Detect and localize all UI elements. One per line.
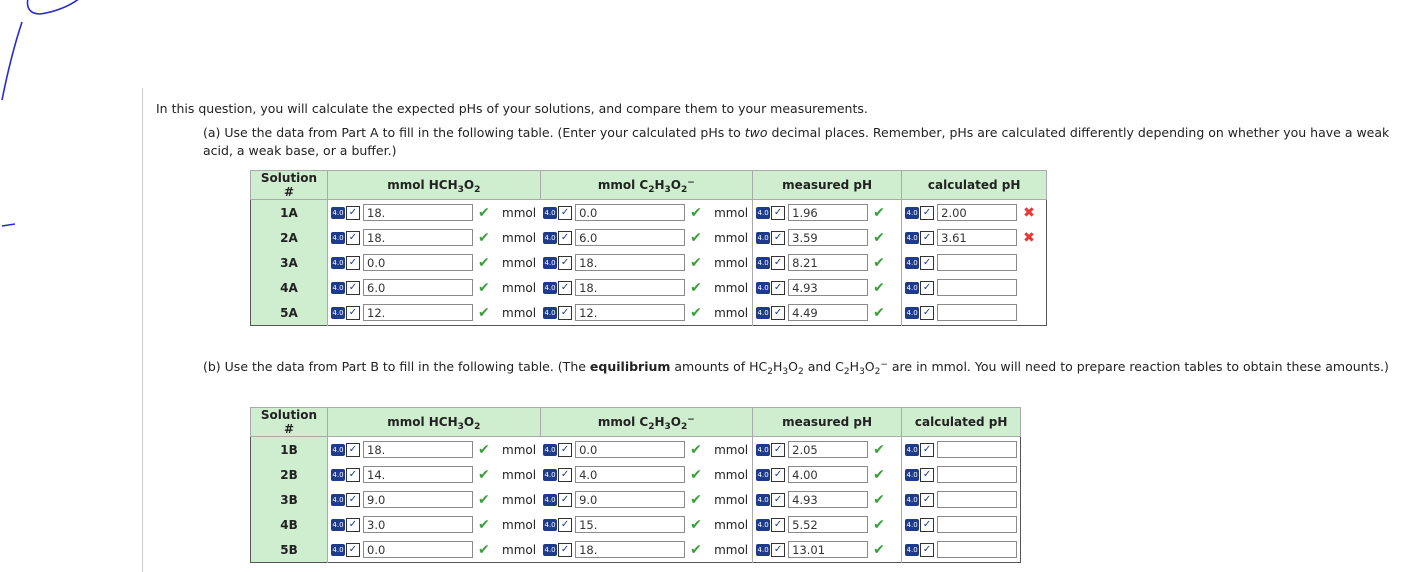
checkbox-icon: ✓ xyxy=(346,443,360,457)
checkbox-icon: ✓ xyxy=(920,443,934,457)
acid-mmol-input[interactable]: 18. xyxy=(363,204,473,221)
checkbox-icon: ✓ xyxy=(346,231,360,245)
correct-icon: ✔ xyxy=(873,516,885,533)
correct-icon: ✔ xyxy=(873,304,885,321)
version-badge-icon: 4.0 xyxy=(906,520,918,529)
correct-icon: ✔ xyxy=(478,466,490,483)
version-badge-icon: 4.0 xyxy=(906,208,918,217)
correct-icon: ✔ xyxy=(873,541,885,558)
table-row xyxy=(251,437,1021,463)
calculated-ph-input[interactable] xyxy=(937,491,1017,508)
checkbox-icon: ✓ xyxy=(771,256,785,270)
checkbox-icon: ✓ xyxy=(771,543,785,557)
correct-icon: ✔ xyxy=(478,254,490,271)
checkbox-icon: ✓ xyxy=(920,256,934,270)
unit-label: mmol xyxy=(714,492,749,507)
version-badge-icon: 4.0 xyxy=(757,258,769,267)
content-divider xyxy=(142,88,143,572)
version-badge-icon: 4.0 xyxy=(544,545,556,554)
checkbox-icon: ✓ xyxy=(920,281,934,295)
version-badge-icon: 4.0 xyxy=(757,308,769,317)
base-mmol-input[interactable]: 0.0 xyxy=(575,441,685,458)
version-badge-icon: 4.0 xyxy=(906,308,918,317)
correct-icon: ✔ xyxy=(873,254,885,271)
version-badge-icon: 4.0 xyxy=(332,470,344,479)
version-badge-icon: 4.0 xyxy=(906,283,918,292)
calculated-ph-input[interactable]: 2.00 xyxy=(937,204,1017,221)
header-measured: measured pH xyxy=(753,408,902,437)
version-badge-icon: 4.0 xyxy=(332,258,344,267)
calculated-ph-input[interactable]: 3.61 xyxy=(937,229,1017,246)
table-row xyxy=(251,300,1047,326)
correct-icon: ✔ xyxy=(478,516,490,533)
correct-icon: ✔ xyxy=(690,279,702,296)
table-row xyxy=(251,225,1047,250)
correct-icon: ✔ xyxy=(873,441,885,458)
calculated-ph-input[interactable] xyxy=(937,541,1017,558)
checkbox-icon: ✓ xyxy=(346,518,360,532)
checkbox-icon: ✓ xyxy=(558,493,572,507)
unit-label: mmol xyxy=(714,542,749,557)
correct-icon: ✔ xyxy=(873,491,885,508)
checkbox-icon: ✓ xyxy=(771,281,785,295)
header-calculated: calculated pH xyxy=(902,171,1047,200)
calculated-ph-input[interactable] xyxy=(937,441,1017,458)
correct-icon: ✔ xyxy=(873,229,885,246)
correct-icon: ✔ xyxy=(478,204,490,221)
measured-ph-input[interactable]: 4.49 xyxy=(788,304,868,321)
acid-mmol-input[interactable]: 0.0 xyxy=(363,541,473,558)
acid-mmol-input[interactable]: 18. xyxy=(363,441,473,458)
incorrect-icon: ✖ xyxy=(1023,229,1035,246)
version-badge-icon: 4.0 xyxy=(906,495,918,504)
version-badge-icon: 4.0 xyxy=(757,233,769,242)
measured-ph-input[interactable]: 4.93 xyxy=(788,491,868,508)
incorrect-icon: ✖ xyxy=(1023,204,1035,221)
acid-mmol-input[interactable]: 12. xyxy=(363,304,473,321)
version-badge-icon: 4.0 xyxy=(544,233,556,242)
version-badge-icon: 4.0 xyxy=(544,520,556,529)
acid-mmol-input[interactable]: 9.0 xyxy=(363,491,473,508)
correct-icon: ✔ xyxy=(690,466,702,483)
part-a-table xyxy=(250,170,1047,326)
part-b-table xyxy=(250,407,1021,563)
version-badge-icon: 4.0 xyxy=(544,445,556,454)
checkbox-icon: ✓ xyxy=(558,518,572,532)
acid-mmol-input[interactable]: 3.0 xyxy=(363,516,473,533)
checkbox-icon: ✓ xyxy=(920,231,934,245)
checkbox-icon: ✓ xyxy=(920,543,934,557)
unit-label: mmol xyxy=(714,205,749,220)
intro-text: In this question, you will calculate the expected pHs of your solutions, and compare them to your measurements. xyxy=(156,101,868,116)
calculated-ph-input[interactable] xyxy=(937,304,1017,321)
base-mmol-input[interactable]: 4.0 xyxy=(575,466,685,483)
solution-label: 3A xyxy=(251,250,328,275)
acid-mmol-input[interactable]: 0.0 xyxy=(363,254,473,271)
correct-icon: ✔ xyxy=(478,491,490,508)
header-acid: mmol $HCH_3O_2$ xyxy=(328,171,541,200)
correct-icon: ✔ xyxy=(478,304,490,321)
correct-icon: ✔ xyxy=(873,466,885,483)
version-badge-icon: 4.0 xyxy=(332,233,344,242)
checkbox-icon: ✓ xyxy=(920,518,934,532)
version-badge-icon: 4.0 xyxy=(332,445,344,454)
version-badge-icon: 4.0 xyxy=(544,495,556,504)
measured-ph-input[interactable]: 8.21 xyxy=(788,254,868,271)
unit-label: mmol xyxy=(714,230,749,245)
correct-icon: ✔ xyxy=(478,229,490,246)
checkbox-icon: ✓ xyxy=(771,306,785,320)
correct-icon: ✔ xyxy=(690,204,702,221)
base-mmol-input[interactable]: 18. xyxy=(575,279,685,296)
measured-ph-input[interactable]: 4.00 xyxy=(788,466,868,483)
version-badge-icon: 4.0 xyxy=(332,208,344,217)
acid-mmol-input[interactable]: 6.0 xyxy=(363,279,473,296)
measured-ph-input[interactable]: 3.59 xyxy=(788,229,868,246)
checkbox-icon: ✓ xyxy=(558,206,572,220)
handwritten-pen-marks xyxy=(0,0,140,260)
emphasis-equilibrium: equilibrium xyxy=(589,359,671,374)
solution-label: 4B xyxy=(251,512,328,537)
version-badge-icon: 4.0 xyxy=(544,283,556,292)
unit-label: mmol xyxy=(714,467,749,482)
unit-label: mmol xyxy=(714,255,749,270)
unit-label: mmol xyxy=(714,280,749,295)
correct-icon: ✔ xyxy=(690,516,702,533)
correct-icon: ✔ xyxy=(478,279,490,296)
correct-icon: ✔ xyxy=(690,441,702,458)
version-badge-icon: 4.0 xyxy=(757,445,769,454)
unit-label: mmol xyxy=(502,467,537,482)
version-badge-icon: 4.0 xyxy=(757,545,769,554)
checkbox-icon: ✓ xyxy=(920,206,934,220)
acid-mmol-input[interactable]: 14. xyxy=(363,466,473,483)
checkbox-icon: ✓ xyxy=(558,543,572,557)
header-solution: Solution # xyxy=(251,408,328,437)
base-mmol-input[interactable]: 15. xyxy=(575,516,685,533)
unit-label: mmol xyxy=(502,442,537,457)
solution-label: 2B xyxy=(251,462,328,487)
calculated-ph-input[interactable] xyxy=(937,516,1017,533)
checkbox-icon: ✓ xyxy=(346,306,360,320)
unit-label: mmol xyxy=(714,517,749,532)
base-mmol-input[interactable]: 18. xyxy=(575,254,685,271)
unit-label: mmol xyxy=(502,205,537,220)
solution-label: 1A xyxy=(251,200,328,226)
measured-ph-input[interactable]: 2.05 xyxy=(788,441,868,458)
table-row xyxy=(251,462,1021,487)
checkbox-icon: ✓ xyxy=(771,518,785,532)
table-row xyxy=(251,250,1047,275)
emphasis-two: two xyxy=(744,125,768,140)
measured-ph-input[interactable]: 13.01 xyxy=(788,541,868,558)
calculated-ph-input[interactable] xyxy=(937,254,1017,271)
version-badge-icon: 4.0 xyxy=(544,208,556,217)
measured-ph-input[interactable]: 4.93 xyxy=(788,279,868,296)
table-row xyxy=(251,275,1047,300)
part-a-instructions: (a) Use the data from Part A to fill in the following table. (Enter your calculated pHs to two decimal places. Remember, pHs are calculated differently depending on whether you have a weak acid, a weak base, or a buffer.) xyxy=(203,125,1390,158)
checkbox-icon: ✓ xyxy=(558,443,572,457)
checkbox-icon: ✓ xyxy=(920,306,934,320)
unit-label: mmol xyxy=(502,542,537,557)
table-row xyxy=(251,512,1021,537)
measured-ph-input[interactable]: 5.52 xyxy=(788,516,868,533)
checkbox-icon: ✓ xyxy=(346,281,360,295)
checkbox-icon: ✓ xyxy=(558,468,572,482)
base-mmol-input[interactable]: 9.0 xyxy=(575,491,685,508)
version-badge-icon: 4.0 xyxy=(332,308,344,317)
checkbox-icon: ✓ xyxy=(771,206,785,220)
unit-label: mmol xyxy=(502,492,537,507)
version-badge-icon: 4.0 xyxy=(757,495,769,504)
version-badge-icon: 4.0 xyxy=(544,258,556,267)
header-base: mmol $C_2H_3O_2^-$ xyxy=(540,408,753,437)
version-badge-icon: 4.0 xyxy=(757,470,769,479)
measured-ph-input[interactable]: 1.96 xyxy=(788,204,868,221)
unit-label: mmol xyxy=(714,305,749,320)
version-badge-icon: 4.0 xyxy=(906,233,918,242)
solution-label: 4A xyxy=(251,275,328,300)
solution-label: 5B xyxy=(251,537,328,563)
checkbox-icon: ✓ xyxy=(771,443,785,457)
version-badge-icon: 4.0 xyxy=(906,258,918,267)
table-row xyxy=(251,200,1047,226)
correct-icon: ✔ xyxy=(690,304,702,321)
header-measured: measured pH xyxy=(753,171,902,200)
unit-label: mmol xyxy=(502,255,537,270)
header-solution: Solution # xyxy=(251,171,328,200)
base-mmol-input[interactable]: 6.0 xyxy=(575,229,685,246)
checkbox-icon: ✓ xyxy=(771,493,785,507)
version-badge-icon: 4.0 xyxy=(906,470,918,479)
base-mmol-input[interactable]: 12. xyxy=(575,304,685,321)
checkbox-icon: ✓ xyxy=(558,231,572,245)
table-row xyxy=(251,537,1021,563)
version-badge-icon: 4.0 xyxy=(332,520,344,529)
checkbox-icon: ✓ xyxy=(346,468,360,482)
unit-label: mmol xyxy=(502,305,537,320)
correct-icon: ✔ xyxy=(690,254,702,271)
part-b-instructions: (b) Use the data from Part B to fill in the following table. (The equilibrium amounts of $HC_2H_3O_2$ and $C_2H_3O_2^-$ are in mmol. You will need to prepare reaction tables to obtain these amounts.) xyxy=(203,359,1389,377)
version-badge-icon: 4.0 xyxy=(544,308,556,317)
solution-label: 3B xyxy=(251,487,328,512)
correct-icon: ✔ xyxy=(690,491,702,508)
correct-icon: ✔ xyxy=(873,279,885,296)
acid-mmol-input[interactable]: 18. xyxy=(363,229,473,246)
solution-label: 5A xyxy=(251,300,328,326)
header-base: mmol $C_2H_3O_2^-$ xyxy=(540,171,753,200)
version-badge-icon: 4.0 xyxy=(332,545,344,554)
checkbox-icon: ✓ xyxy=(346,493,360,507)
checkbox-icon: ✓ xyxy=(346,256,360,270)
correct-icon: ✔ xyxy=(690,541,702,558)
checkbox-icon: ✓ xyxy=(920,468,934,482)
solution-label: 1B xyxy=(251,437,328,463)
unit-label: mmol xyxy=(502,230,537,245)
version-badge-icon: 4.0 xyxy=(906,445,918,454)
version-badge-icon: 4.0 xyxy=(332,495,344,504)
checkbox-icon: ✓ xyxy=(346,543,360,557)
checkbox-icon: ✓ xyxy=(771,231,785,245)
unit-label: mmol xyxy=(714,442,749,457)
version-badge-icon: 4.0 xyxy=(757,520,769,529)
version-badge-icon: 4.0 xyxy=(757,283,769,292)
version-badge-icon: 4.0 xyxy=(906,545,918,554)
correct-icon: ✔ xyxy=(873,204,885,221)
table-row xyxy=(251,487,1021,512)
base-mmol-input[interactable]: 0.0 xyxy=(575,204,685,221)
correct-icon: ✔ xyxy=(478,541,490,558)
base-mmol-input[interactable]: 18. xyxy=(575,541,685,558)
checkbox-icon: ✓ xyxy=(558,306,572,320)
solution-label: 2A xyxy=(251,225,328,250)
unit-label: mmol xyxy=(502,280,537,295)
checkbox-icon: ✓ xyxy=(771,468,785,482)
version-badge-icon: 4.0 xyxy=(544,470,556,479)
version-badge-icon: 4.0 xyxy=(757,208,769,217)
calculated-ph-input[interactable] xyxy=(937,466,1017,483)
version-badge-icon: 4.0 xyxy=(332,283,344,292)
checkbox-icon: ✓ xyxy=(920,493,934,507)
header-calculated: calculated pH xyxy=(902,408,1021,437)
correct-icon: ✔ xyxy=(690,229,702,246)
checkbox-icon: ✓ xyxy=(558,281,572,295)
correct-icon: ✔ xyxy=(478,441,490,458)
checkbox-icon: ✓ xyxy=(346,206,360,220)
calculated-ph-input[interactable] xyxy=(937,279,1017,296)
unit-label: mmol xyxy=(502,517,537,532)
checkbox-icon: ✓ xyxy=(558,256,572,270)
header-acid: mmol $HCH_3O_2$ xyxy=(328,408,541,437)
